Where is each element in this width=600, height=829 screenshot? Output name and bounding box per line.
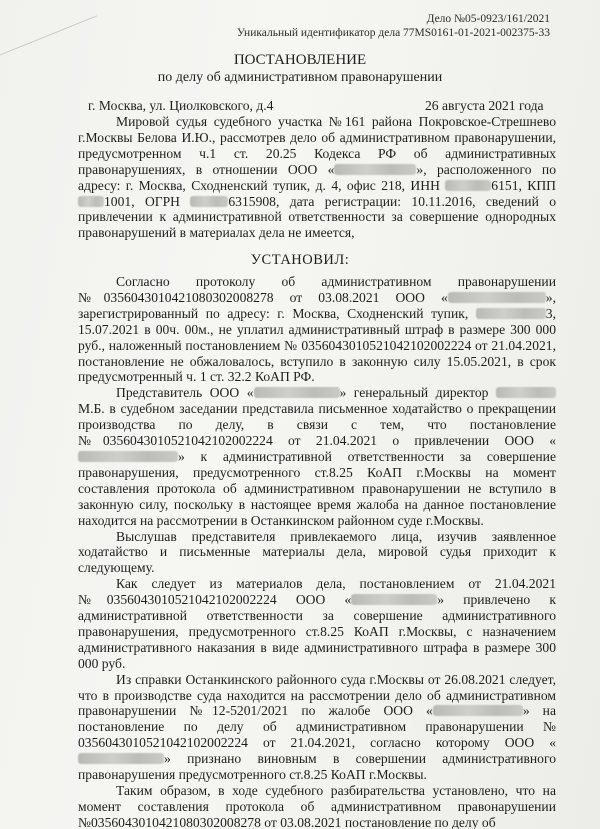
- redacted-company-name: [78, 451, 178, 462]
- paragraph-conclusion: Таким образом, в ходе судебного разбирательства установлено, что на момент составления протокола об административном правонарушении №0356043010421080302008278 от 03.08.2021 постановление по делу об: [78, 783, 556, 829]
- hearing-place: г. Москва, ул. Циолковского, д.4: [88, 98, 274, 113]
- case-number: Дело №05-0923/161/2021: [426, 13, 550, 25]
- document-title: ПОСТАНОВЛЕНИЕ: [233, 52, 367, 68]
- redacted-company-name: [334, 164, 416, 175]
- paragraph-materials: Как следует из материалов дела, постановлением от 21.04.2021 №0356043010521042102002224 ООО « » привлечено к административной ответственности за совершение административного правонарушения, предусмотренного ст.8.25 КоАП г.Москвы, с назначением административного наказания в виде административного штрафа в размере 300 000 руб.: [78, 576, 556, 671]
- section-heading: УСТАНОВИЛ:: [250, 252, 350, 268]
- paragraph-court-reference: Из справки Останкинского районного суда г.Москвы от 26.08.2021 следует, что в производстве суда находится на рассмотрении дело об административном правонарушении №12-5201/2021 по жалобе ООО « » на постановление по делу об административном правонарушении № 0356043010521042102002224 от 21.04.2021, согласно которому ООО «» признано виновным в совершении административного правонарушения предусмотренного ст.8.25 КоАП г.Москвы.: [78, 671, 556, 783]
- redacted-company-name: [433, 705, 523, 716]
- document-subtitle: по делу об административном правонарушении: [157, 70, 443, 85]
- intro-paragraph: Мировой судья судебного участка №161 района Покровское-Стрешнево г.Москвы Белова И.Ю., рассмотрев дело об административном правонарушении, предусмотренном ч.1 ст. 20.25 Кодекса РФ об административных правонарушениях, в отношении ООО « », расположенного по адресу: г. Москва, Сходненский тупик, д. 4, офис 218, ИНН 6151, КПП 1001, ОГРН 6315908, дата регистрации: 10.11.2016, сведений о привлечении к административной ответственности за совершение однородных правонарушений в материалах дела не имеется,: [78, 114, 557, 241]
- redacted-director-name: [496, 387, 556, 398]
- body-text: [78, 274, 556, 829]
- redacted-kpp: [78, 196, 104, 207]
- redacted-company-name: [448, 292, 546, 303]
- redacted-inn: [445, 180, 491, 191]
- redacted-company-name: [254, 387, 340, 398]
- hearing-date: 26 августа 2021 года: [425, 98, 544, 113]
- paragraph-consideration: Выслушав представителя привлекаемого лица, изучив заявленное ходатайство и письменные материалы дела, мировой судья приходит к следующему.: [78, 528, 556, 576]
- paragraph-protocol: Согласно протоколу об административном правонарушении №0356043010421080302008278 от 03.08.2021 ООО « », зарегистрированный по адресу: г. Москва, Сходненский тупик, 3, 15.07.2021 в 00ч. 00м., не уплатил административный штраф в размере 300 000 руб., наложенный постановлением № 0356043010521042102002224 от 21.04.2021, постановление не обжаловалось, вступило в законную силу 15.05.2021, в срок предусмотренный ч. 1 ст. 32.2 КоАП РФ.: [78, 274, 556, 385]
- redacted-ogrn: [190, 196, 228, 207]
- redacted-company-name: [78, 753, 164, 764]
- unique-identifier: Уникальный идентификатор дела 77MS0161-01-2021-002375-33: [236, 27, 550, 39]
- paragraph-representative: Представитель ООО « » генеральный директор М.Б. в судебном заседании представила письменное ходатайство о прекращении производства по делу, в связи с тем, что постановление №0356043010521042102002224 от 21.04.2021 о привлечении ООО «» к административной ответственности за совершение правонарушения, предусмотренного ст.8.25 КоАП г.Москвы на момент составления протокола об административном правонарушении не вступило в законную силу, поскольку в настоящее время жалоба на данное постановление находится на рассмотрении в Останкинском районном суде г.Москвы.: [78, 385, 556, 528]
- redacted-company-name: [351, 594, 437, 605]
- redacted-address: [476, 308, 546, 319]
